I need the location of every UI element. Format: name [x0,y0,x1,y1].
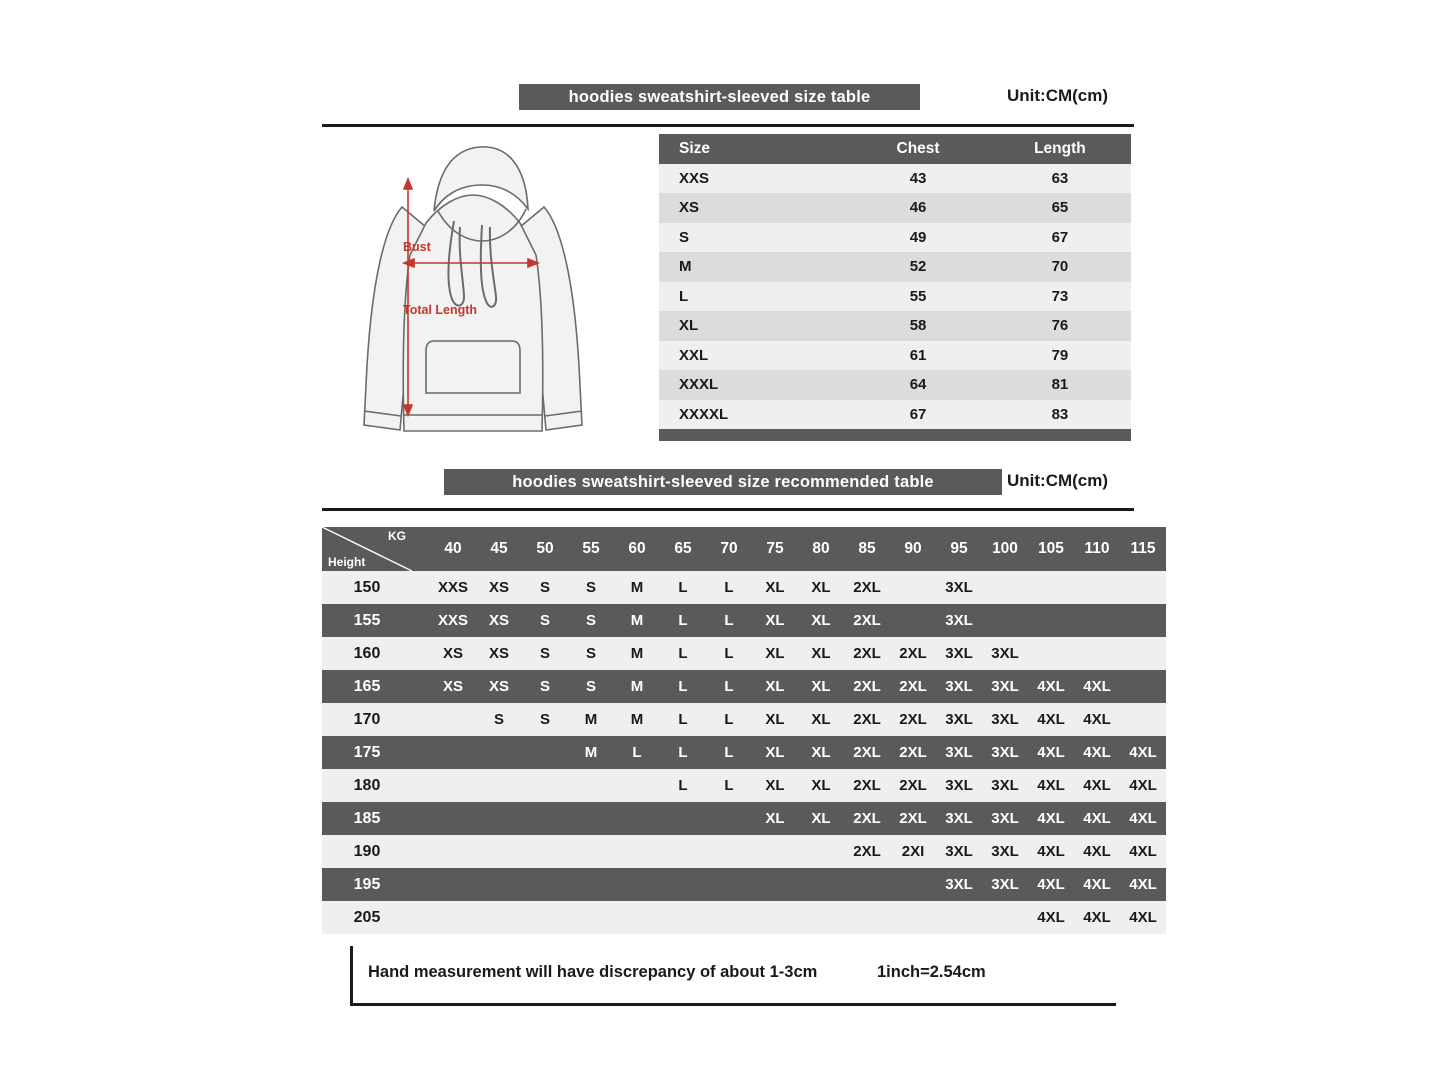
size-cell: S [568,637,614,670]
size-cell [890,901,936,934]
size-cell [1074,637,1120,670]
weight-header: 110 [1074,527,1120,571]
size-cell [982,571,1028,604]
table-row [322,637,1166,670]
size-cell: 3XL [982,835,1028,868]
table-row [659,311,1131,341]
height-cell: 180 [322,769,430,802]
size-cell [1028,604,1074,637]
corner-weight-label: KG [388,529,406,543]
size-cell [1028,637,1074,670]
size-cell [890,868,936,901]
size-cell: 3XL [936,571,982,604]
size-cell [1028,571,1074,604]
cell-chest: 43 [847,164,989,194]
size-cell: 4XL [1120,802,1166,835]
table-row [322,604,1166,637]
table-row [659,400,1131,430]
size-cell: 4XL [1074,835,1120,868]
size-cell: 4XL [1120,868,1166,901]
size-cell [1120,571,1166,604]
weight-header: 85 [844,527,890,571]
table-row [659,282,1131,312]
size-cell [982,901,1028,934]
size-cell [1120,604,1166,637]
recommended-header-row [322,527,1166,571]
size-cell [1120,703,1166,736]
cell-length: 79 [989,341,1131,371]
size-cell [430,901,476,934]
size-cell: XS [476,571,522,604]
table-row [322,802,1166,835]
size-cell: L [706,703,752,736]
size-cell: L [706,604,752,637]
table-row [322,835,1166,868]
size-table-header-row [659,134,1131,164]
size-cell: 3XL [936,769,982,802]
size-cell: 2XL [844,703,890,736]
size-cell: 3XL [982,868,1028,901]
size-cell [430,802,476,835]
size-cell: 3XL [936,637,982,670]
size-cell: 4XL [1120,769,1166,802]
size-cell: 3XL [936,736,982,769]
size-cell: 3XL [936,703,982,736]
weight-header: 70 [706,527,752,571]
size-cell: L [660,637,706,670]
size-cell: 2XL [890,802,936,835]
size-cell [476,802,522,835]
size-cell [1074,571,1120,604]
size-cell: L [660,736,706,769]
size-cell: 2XL [844,670,890,703]
size-cell [614,901,660,934]
size-cell [522,736,568,769]
size-cell: L [660,604,706,637]
weight-header: 90 [890,527,936,571]
recommended-size-table [322,527,1166,934]
size-cell: 2XL [890,736,936,769]
size-cell [430,769,476,802]
cell-size: XS [659,193,847,223]
conversion-note: 1inch=2.54cm [877,963,986,981]
cell-size: XXXXL [659,400,847,430]
size-cell [798,901,844,934]
cell-chest: 58 [847,311,989,341]
size-cell [936,901,982,934]
size-cell [568,901,614,934]
size-cell [568,802,614,835]
size-cell: L [706,670,752,703]
weight-header: 105 [1028,527,1074,571]
cell-size: XL [659,311,847,341]
hoodie-illustration [330,135,630,455]
cell-length: 63 [989,164,1131,194]
size-cell: XL [752,637,798,670]
size-cell: XL [752,769,798,802]
size-cell: 3XL [936,604,982,637]
size-cell: 2XL [890,670,936,703]
size-cell [476,868,522,901]
cell-length: 67 [989,223,1131,253]
weight-header: 115 [1120,527,1166,571]
cell-chest: 52 [847,252,989,282]
size-cell [1120,670,1166,703]
size-cell [476,736,522,769]
table-row [659,370,1131,400]
size-cell [522,901,568,934]
recommended-table-title: hoodies sweatshirt-sleeved size recommended table [444,469,1002,495]
weight-header: 75 [752,527,798,571]
size-cell [706,901,752,934]
size-cell [844,901,890,934]
size-cell: XS [476,670,522,703]
size-cell [614,868,660,901]
size-cell [660,802,706,835]
height-cell: 150 [322,571,430,604]
size-cell: 4XL [1028,703,1074,736]
weight-header: 45 [476,527,522,571]
table-row [322,736,1166,769]
note-left-rule [350,946,353,1006]
size-cell: 4XL [1028,835,1074,868]
size-cell [476,901,522,934]
size-cell [752,868,798,901]
size-cell [752,901,798,934]
size-cell: XL [752,604,798,637]
cell-length: 83 [989,400,1131,430]
size-cell: XL [752,571,798,604]
table-row [322,670,1166,703]
size-cell: L [706,637,752,670]
height-cell: 160 [322,637,430,670]
size-cell: L [614,736,660,769]
cell-chest: 49 [847,223,989,253]
size-cell: XL [798,571,844,604]
size-cell [430,736,476,769]
cell-length: 65 [989,193,1131,223]
table-row [322,769,1166,802]
size-cell: 4XL [1074,703,1120,736]
height-cell: 185 [322,802,430,835]
size-cell: S [568,571,614,604]
footer-bar-cell [659,429,1131,441]
size-cell: 3XL [982,703,1028,736]
size-cell: 4XL [1028,802,1074,835]
cell-chest: 55 [847,282,989,312]
size-cell [890,571,936,604]
height-cell: 175 [322,736,430,769]
table-row [659,252,1131,282]
table-row [659,164,1131,194]
size-cell: XL [798,637,844,670]
size-cell [752,835,798,868]
weight-header: 95 [936,527,982,571]
size-cell: S [522,703,568,736]
size-cell: 4XL [1120,736,1166,769]
size-cell [706,835,752,868]
table-row [659,223,1131,253]
size-cell: XL [752,736,798,769]
size-cell: M [614,670,660,703]
size-cell: 4XL [1074,901,1120,934]
size-cell: 3XL [982,637,1028,670]
size-cell: 4XL [1028,670,1074,703]
weight-header: 65 [660,527,706,571]
cell-length: 73 [989,282,1131,312]
size-cell [522,802,568,835]
cell-size: M [659,252,847,282]
size-cell: XXS [430,571,476,604]
size-cell [522,868,568,901]
size-cell: 4XL [1074,670,1120,703]
size-cell: 4XL [1028,901,1074,934]
size-cell: S [476,703,522,736]
size-cell [614,769,660,802]
size-cell [798,868,844,901]
size-cell: S [522,571,568,604]
size-cell: XS [476,637,522,670]
size-cell: L [660,769,706,802]
weight-header: 40 [430,527,476,571]
cell-length: 70 [989,252,1131,282]
size-cell: XL [798,670,844,703]
size-cell: 2XL [890,769,936,802]
table-row [322,703,1166,736]
size-cell: L [706,769,752,802]
cell-size: XXXL [659,370,847,400]
table-row [659,193,1131,223]
cell-size: L [659,282,847,312]
size-cell: XXS [430,604,476,637]
size-cell: XS [476,604,522,637]
size-cell: 2XL [844,835,890,868]
size-cell: S [568,604,614,637]
cell-size: XXL [659,341,847,371]
size-table-title: hoodies sweatshirt-sleeved size table [519,84,920,110]
size-cell [430,868,476,901]
table-row [322,868,1166,901]
size-cell: 4XL [1074,802,1120,835]
size-cell: L [706,571,752,604]
size-cell: S [568,670,614,703]
divider-top [322,124,1134,127]
weight-header: 55 [568,527,614,571]
size-cell [706,802,752,835]
size-cell [614,802,660,835]
height-cell: 155 [322,604,430,637]
size-cell: XL [798,736,844,769]
size-cell: 4XL [1074,736,1120,769]
divider-middle [322,508,1134,511]
size-cell [430,703,476,736]
size-cell: L [660,670,706,703]
size-cell: S [522,637,568,670]
size-cell: XL [798,802,844,835]
size-cell: 4XL [1028,769,1074,802]
size-cell: XL [752,802,798,835]
size-cell: S [522,604,568,637]
weight-header: 50 [522,527,568,571]
size-cell: 3XL [982,802,1028,835]
size-cell: L [660,703,706,736]
size-cell [476,769,522,802]
size-cell [522,835,568,868]
size-cell: 3XL [936,868,982,901]
th-length: Length [989,134,1131,164]
cell-size: XXS [659,164,847,194]
size-cell [476,835,522,868]
size-cell: 2XL [844,802,890,835]
size-cell: 4XL [1074,769,1120,802]
weight-header: 80 [798,527,844,571]
bust-label: Bust [403,240,431,254]
size-cell: 4XL [1120,835,1166,868]
total-length-label: Total Length [403,303,478,317]
size-cell: 4XL [1120,901,1166,934]
height-cell: 195 [322,868,430,901]
size-cell [568,868,614,901]
table-row [322,571,1166,604]
th-size: Size [659,134,847,164]
measurement-note: Hand measurement will have discrepancy of about 1-3cm [368,963,818,981]
size-cell: XS [430,670,476,703]
recommended-table-unit: Unit:CM(cm) [1007,471,1109,490]
size-cell [522,769,568,802]
table-row [659,341,1131,371]
cell-size: S [659,223,847,253]
size-cell [1074,604,1120,637]
size-cell: 2XL [844,637,890,670]
cell-length: 76 [989,311,1131,341]
size-cell: 2XL [844,604,890,637]
size-cell: 3XL [936,802,982,835]
height-cell: 165 [322,670,430,703]
size-table [659,134,1131,441]
size-cell: L [660,571,706,604]
size-cell [660,868,706,901]
size-cell: 3XL [936,835,982,868]
size-cell [614,835,660,868]
size-cell: M [614,571,660,604]
size-cell: L [706,736,752,769]
size-cell [798,835,844,868]
size-cell: XL [752,670,798,703]
table-row [322,901,1166,934]
size-cell [706,868,752,901]
size-cell: 2XI [890,835,936,868]
cell-length: 81 [989,370,1131,400]
size-cell: 4XL [1028,868,1074,901]
weight-header: 60 [614,527,660,571]
cell-chest: 67 [847,400,989,430]
cell-chest: 46 [847,193,989,223]
size-cell: M [614,637,660,670]
size-cell [568,835,614,868]
size-cell: 2XL [844,571,890,604]
size-cell: XS [430,637,476,670]
height-cell: 170 [322,703,430,736]
size-cell: 3XL [936,670,982,703]
th-chest: Chest [847,134,989,164]
size-table-footer-bar [659,429,1131,441]
size-cell: 4XL [1074,868,1120,901]
corner-header [322,527,430,571]
size-table-unit: Unit:CM(cm) [1007,86,1109,105]
size-cell [844,868,890,901]
size-cell [430,835,476,868]
size-cell: 3XL [982,670,1028,703]
size-cell: 2XL [890,703,936,736]
weight-header: 100 [982,527,1028,571]
height-cell: 190 [322,835,430,868]
size-cell: XL [798,604,844,637]
size-cell: S [522,670,568,703]
size-cell: XL [752,703,798,736]
size-cell [568,769,614,802]
size-cell [982,604,1028,637]
size-cell [660,901,706,934]
size-cell: XL [798,769,844,802]
size-cell: M [614,604,660,637]
size-cell: 3XL [982,736,1028,769]
size-cell: M [568,703,614,736]
corner-height-label: Height [328,555,366,569]
size-cell: 4XL [1028,736,1074,769]
size-cell: M [614,703,660,736]
size-cell: 2XL [844,736,890,769]
note-bottom-rule [350,1003,1116,1006]
size-cell: 2XL [844,769,890,802]
size-cell: 3XL [982,769,1028,802]
cell-chest: 64 [847,370,989,400]
size-cell: M [568,736,614,769]
size-cell [1120,637,1166,670]
size-cell: 2XL [890,637,936,670]
size-cell: XL [798,703,844,736]
size-cell [890,604,936,637]
cell-chest: 61 [847,341,989,371]
height-cell: 205 [322,901,430,934]
size-cell [660,835,706,868]
